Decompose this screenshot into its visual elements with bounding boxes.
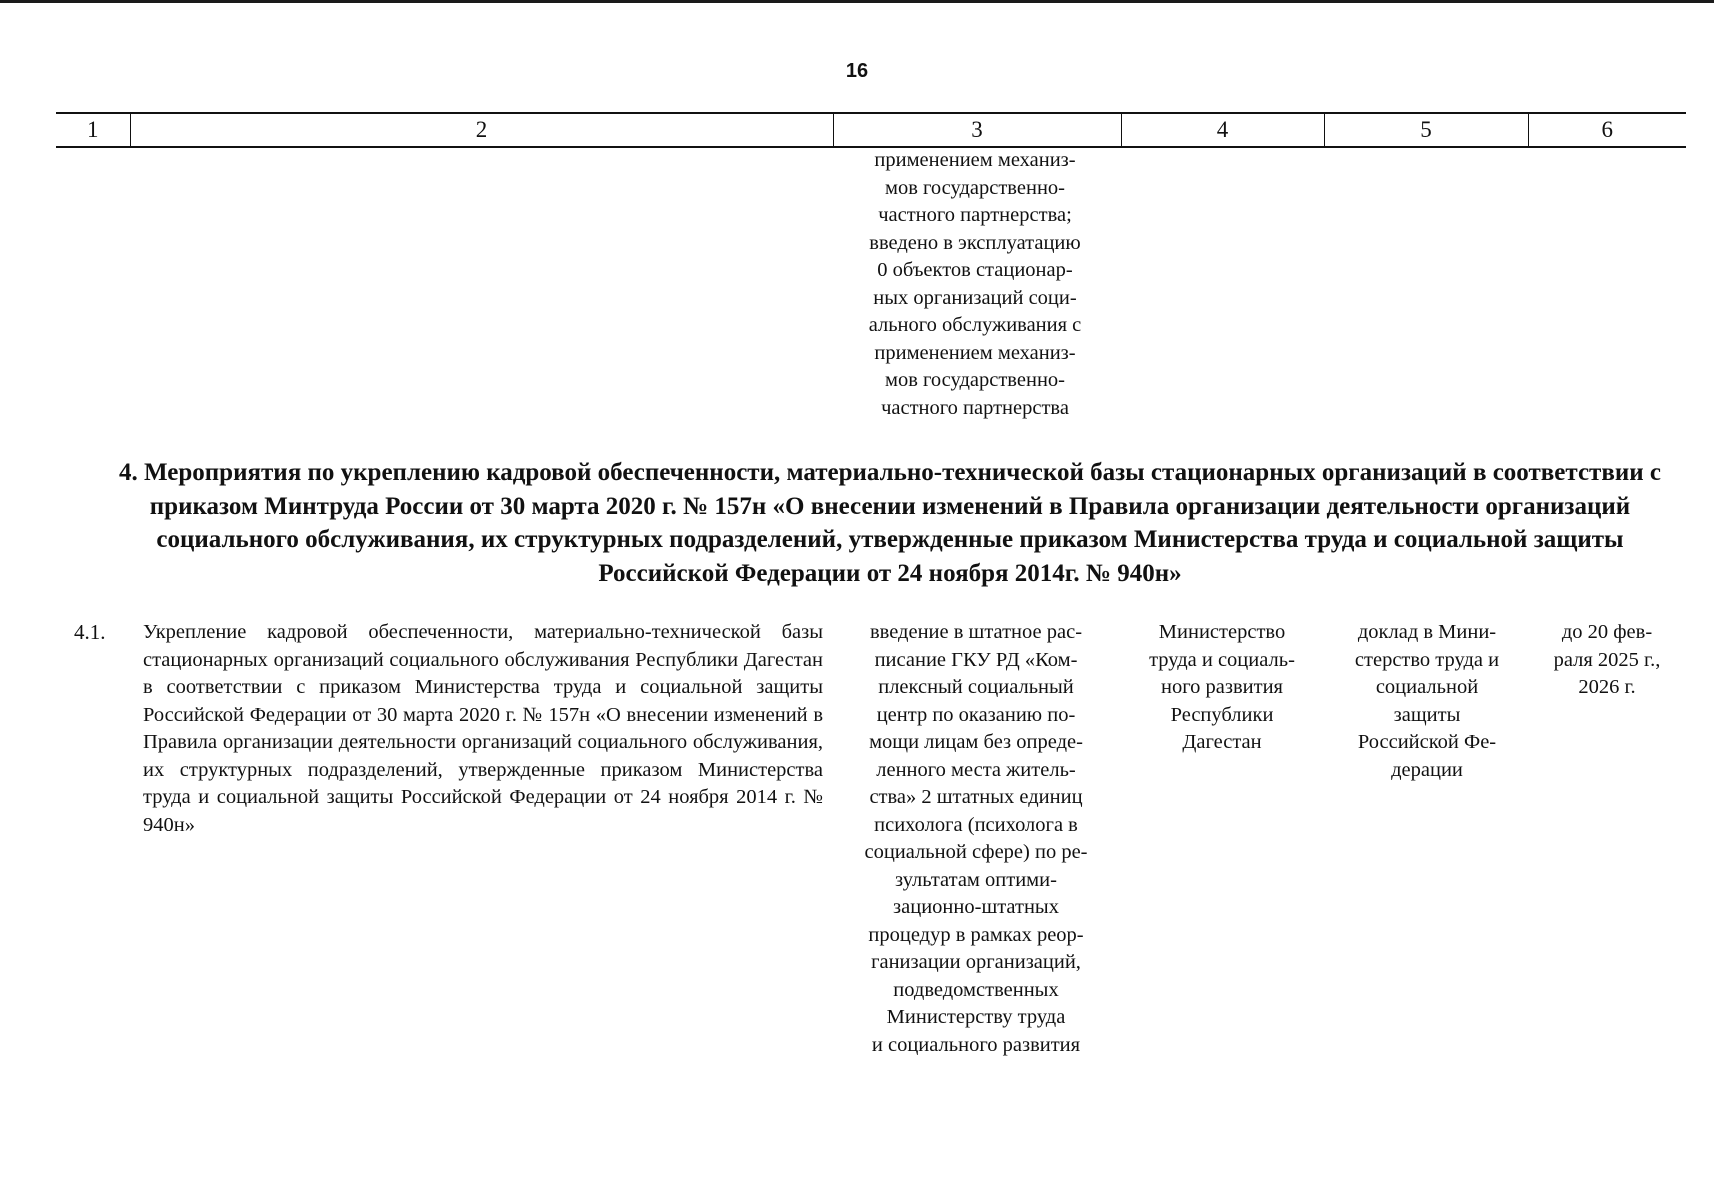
continued-result-text: применением механиз- мов государственно- частного партнерства; введено в эксплуатацию 0 объектов стационар- ных организаций соци- ального обслуживания с применением механиз- мов государственно- частного партнерства (868, 149, 1082, 419)
responsible-executor: Министерство труда и социаль- ного развития Республики Дагестан (1149, 621, 1295, 753)
header-row (56, 113, 1686, 147)
header-col-2: 2 (130, 113, 833, 147)
section-number: 4. (119, 459, 138, 486)
top-border-line (0, 0, 1714, 3)
section-title: Мероприятия по укреплению кадровой обеспеченности, материально-технической базы стационарных организаций в соответствии с приказом Минтруда России от 30 марта 2020 г. № 157н «О внесении изменений в Правила организации деятельности организаций социального обслуживания, их структурных подразделений, утвержденные приказом Министерства труда и социальной защиты Российской Федерации от 24 ноября 2014г. № 940н» (144, 459, 1661, 587)
deadline: до 20 фев- раля 2025 г., 2026 г. (1553, 621, 1661, 698)
header-col-3: 3 (833, 113, 1121, 147)
column-number-header (56, 112, 1686, 148)
result-text: введение в штатное рас- писание ГКУ РД «Ком- плексный социальный центр по оказанию по- мощи лицам без опреде- ленного места житель- ства» 2 штатных единиц психолога (психолога в социальной сфере) по ре- зультатам оптими- зационно-штатных процедур в рамках реор- ганизации организаций, подведомственных Министерству труда и социального развития (864, 621, 1088, 1056)
header-col-1: 1 (56, 113, 130, 147)
page-number: 16 (845, 60, 869, 82)
header-col-6: 6 (1528, 113, 1686, 147)
report-form: доклад в Мини- стерство труда и социальной защиты Российской Фе- дерации (1354, 621, 1500, 781)
header-col-4: 4 (1121, 113, 1324, 147)
measure-text: Укрепление кадровой обеспеченности, материально-технической базы стационарных организаций социального обслуживания Республики Дагестан в соответствии с приказом Министерства труда и социальной защиты Российской Федерации от 30 марта 2020 г. № 157н «О внесении изменений в Правила организации деятельности организаций социального обслуживания, их структурных подразделений, утвержденные приказом Министерства труда и социальной защиты Российской Федерации от 24 ноября 2014 г. № 940н» (143, 621, 823, 836)
header-col-5: 5 (1324, 113, 1528, 147)
row-number: 4.1. (74, 620, 106, 644)
section-heading (100, 456, 1680, 590)
